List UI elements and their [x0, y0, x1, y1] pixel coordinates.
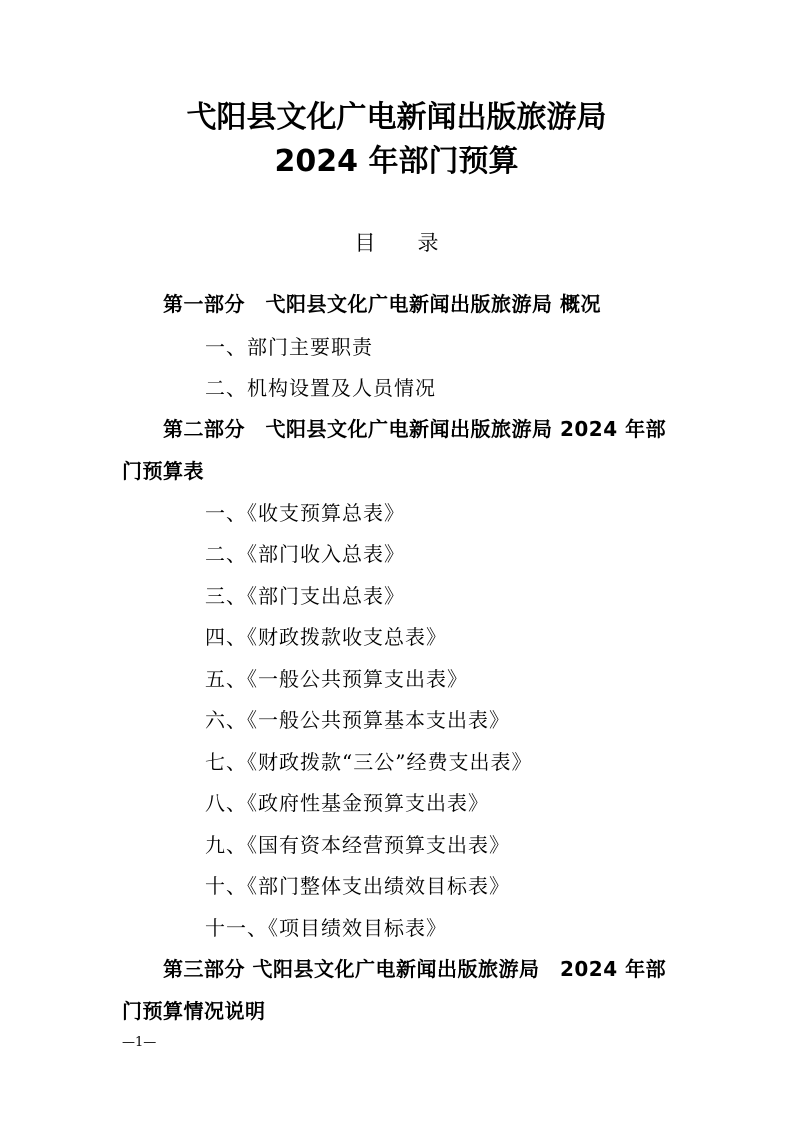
toc-part3-heading-line1: 第三部分 弋阳县文化广电新闻出版旅游局 2024 年部 — [163, 957, 667, 981]
toc-part2-item: 八、《政府性基金预算支出表》 — [205, 791, 489, 815]
toc-part2-item: 十一、《项目绩效目标表》 — [205, 916, 447, 940]
toc-part2-item: 二、《部门收入总表》 — [205, 542, 405, 566]
document-title-line1: 弋阳县文化广电新闻出版旅游局 — [186, 100, 607, 135]
page-number: —1— — [122, 1035, 157, 1050]
toc-part2-heading-line1: 第二部分 弋阳县文化广电新闻出版旅游局 2024 年部 — [163, 417, 667, 441]
toc-part1-item: 一、部门主要职责 — [205, 335, 373, 359]
toc-part2-heading-line2: 门预算表 — [122, 459, 204, 483]
toc-heading-right: 录 — [417, 231, 439, 255]
toc-heading-left: 目 — [354, 231, 376, 255]
toc-part2-item: 四、《财政拨款收支总表》 — [205, 625, 447, 649]
document-title-line2: 2024 年部门预算 — [274, 144, 519, 179]
toc-part2-item: 一、《收支预算总表》 — [205, 501, 405, 525]
toc-part3-heading-line2: 门预算情况说明 — [122, 999, 266, 1023]
toc-part1-heading: 第一部分 弋阳县文化广电新闻出版旅游局 概况 — [163, 292, 601, 316]
toc-part2-item: 三、《部门支出总表》 — [205, 584, 405, 608]
toc-part2-item: 十、《部门整体支出绩效目标表》 — [205, 874, 510, 898]
toc-part2-item: 五、《一般公共预算支出表》 — [205, 667, 468, 691]
toc-heading — [0, 229, 793, 257]
toc-part2-item: 九、《国有资本经营预算支出表》 — [205, 833, 510, 857]
toc-part2-item: 六、《一般公共预算基本支出表》 — [205, 708, 510, 732]
toc-part1-item: 二、机构设置及人员情况 — [205, 376, 436, 400]
toc-part2-item: 七、《财政拨款“三公”经费支出表》 — [205, 750, 533, 774]
